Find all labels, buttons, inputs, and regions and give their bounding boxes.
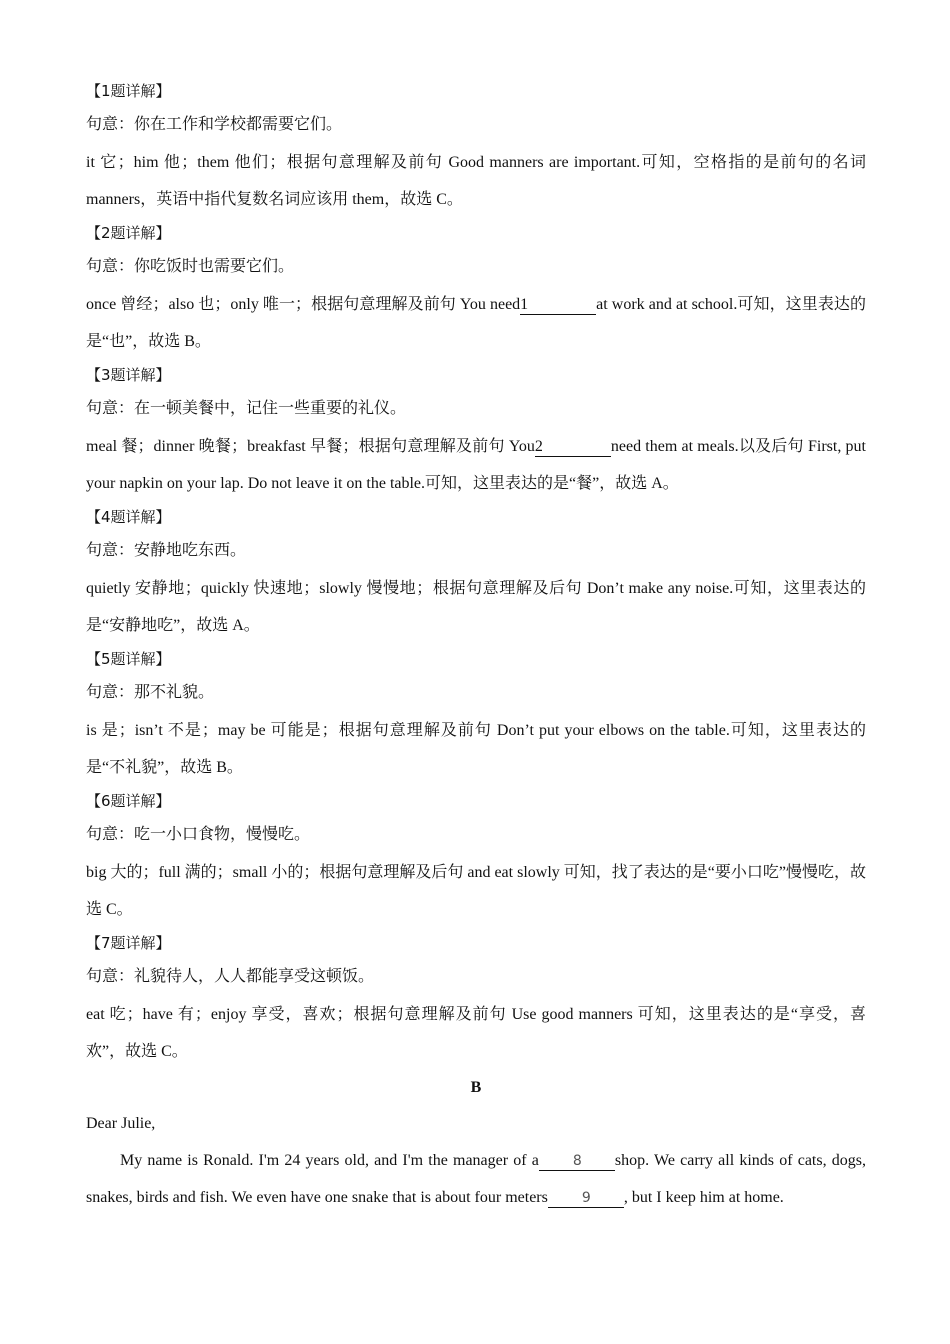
question-3-heading: 【3题详解】 [86, 366, 171, 384]
question-7-explanation: eat 吃；have 有；enjoy 享受，喜欢；根据句意理解及前句 Use good manners 可知，这里表达的是“享受，喜欢”，故选 C。 [86, 1006, 866, 1060]
letter-greeting: Dear Julie, [86, 1115, 156, 1132]
section-b-title: B [470, 1079, 482, 1096]
blank-2: 2 [535, 439, 611, 457]
question-7-heading: 【7题详解】 [86, 934, 171, 952]
blank-1: 1 [520, 297, 596, 315]
question-2-explanation: once 曾经；also 也；only 唯一；根据句意理解及前句 You need1 at work and at school.可知，这里表达的是“也”，故选 B。 [86, 296, 866, 350]
question-6-heading: 【6题详解】 [86, 792, 171, 810]
question-2-meaning: 句意：你吃饭时也需要它们。 [86, 258, 295, 275]
document-page [86, 76, 866, 1216]
letter-paragraph: My name is Ronald. I'm 24 years old, and I'm the manager of a 8 shop. We carry all kinds of cats, dogs, snakes, birds and fish. We even have one snake that is about four meters 9 , but I keep him at home. [86, 1152, 866, 1206]
blank-8: 8 [539, 1153, 615, 1171]
question-4-meaning: 句意：安静地吃东西。 [86, 542, 247, 559]
question-4-explanation: quietly 安静地；quickly 快速地；slowly 慢慢地；根据句意理解及后句 Don’t make any noise.可知，这里表达的是“安静地吃”，故选 A。 [86, 580, 866, 634]
question-2-heading: 【2题详解】 [86, 224, 171, 242]
question-5-meaning: 句意：那不礼貌。 [86, 684, 215, 701]
question-1-heading: 【1题详解】 [86, 82, 171, 100]
question-5-explanation: is 是；isn’t 不是；may be 可能是；根据句意理解及前句 Don’t put your elbows on the table.可知，这里表达的是“不礼貌”，故选 B。 [86, 722, 866, 776]
question-3-explanation: meal 餐；dinner 晚餐；breakfast 早餐；根据句意理解及前句 You2 need them at meals.以及后句 First, put your napkin on your lap. Do not leave it on the table.可知，这里表达的是“餐”，故选 A。 [86, 438, 866, 492]
blank-9: 9 [548, 1190, 624, 1208]
question-1-meaning: 句意：你在工作和学校都需要它们。 [86, 116, 343, 133]
question-1-explanation: it 它；him 他；them 他们；根据句意理解及前句 Good manners are important.可知，空格指的是前句的名词 manners，英语中指代复数名词应该用 them，故选 C。 [86, 154, 866, 208]
question-5-heading: 【5题详解】 [86, 650, 171, 668]
question-6-explanation: big 大的；full 满的；small 小的；根据句意理解及后句 and eat slowly 可知，找了表达的是“要小口吃”慢慢吃，故选 C。 [86, 864, 866, 918]
question-6-meaning: 句意：吃一小口食物，慢慢吃。 [86, 826, 311, 843]
question-4-heading: 【4题详解】 [86, 508, 171, 526]
question-7-meaning: 句意：礼貌待人，人人都能享受这顿饭。 [86, 968, 375, 985]
question-3-meaning: 句意：在一顿美餐中，记住一些重要的礼仪。 [86, 400, 407, 417]
